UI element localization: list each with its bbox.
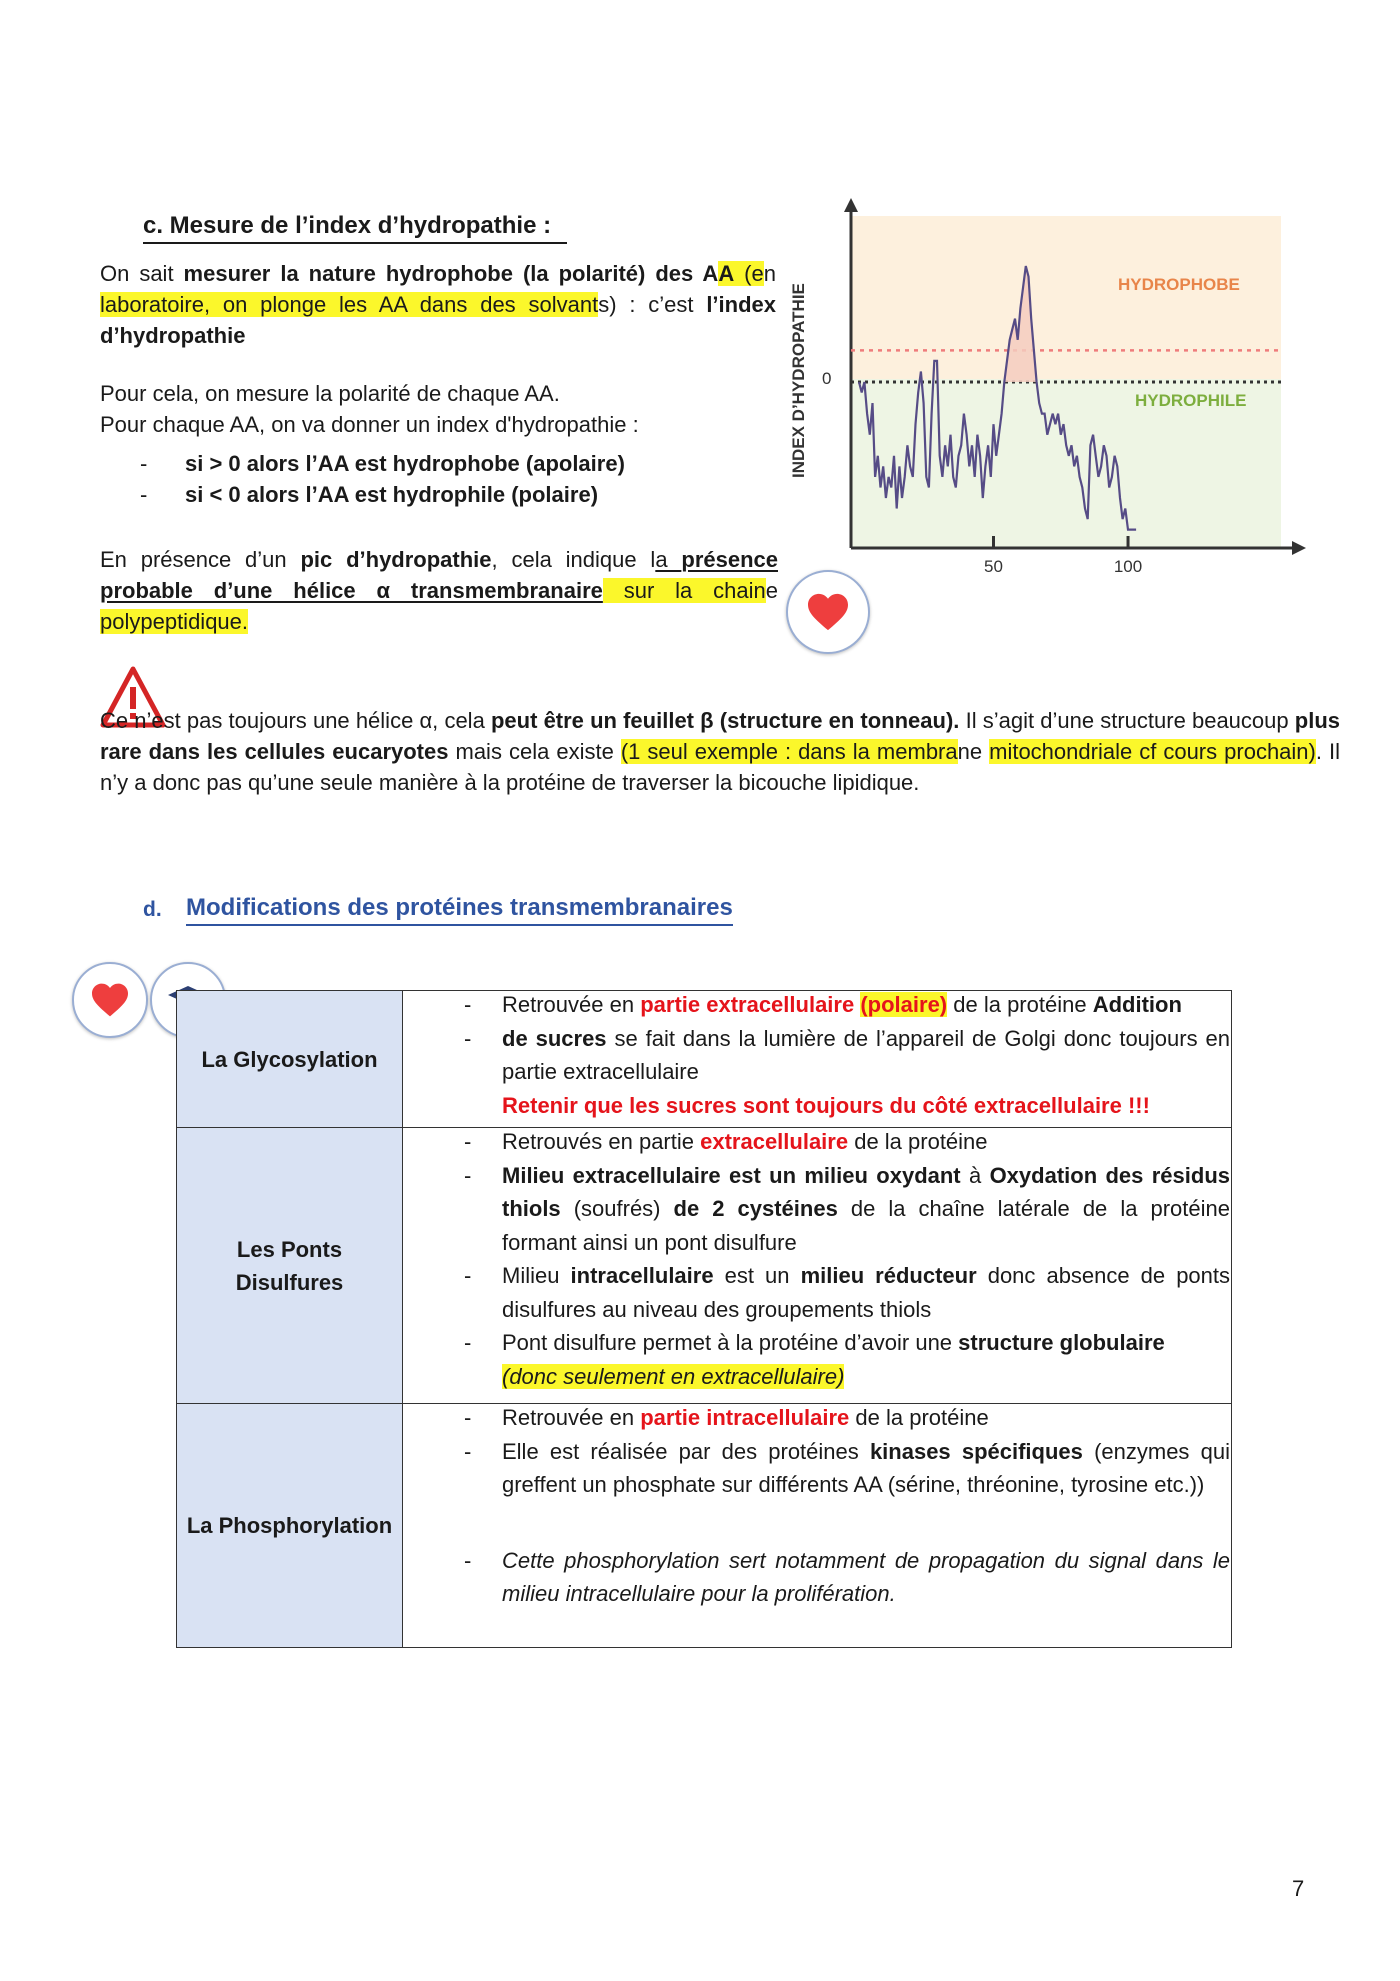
table-row [177, 1128, 1232, 1404]
hydropathy-chart [780, 198, 1310, 576]
x-axis-arrow [1292, 541, 1306, 555]
heart-badge[interactable] [786, 570, 870, 654]
y-axis-arrow [844, 198, 858, 212]
hydrophile-label: HYDROPHILE [1135, 391, 1247, 410]
glycosylation-content [403, 991, 1232, 1128]
phospho-line-1: - Retrouvée en partie intracellulaire de la protéine [502, 1401, 1230, 1435]
table-row [177, 1404, 1232, 1648]
disulfide-line-2: - Milieu extracellulaire est un milieu oxydant à Oxydation des résidus thiols (soufrés) de 2 cystéines de la chaîne latérale de la protéine formant ainsi un pont disulfure [502, 1159, 1230, 1260]
paragraph-beta-sheet: Ce n’est pas toujours une hélice α, cela peut être un feuillet β (structure en tonneau). Il s’agit d’une structure beaucoup plus rare dans les cellules eucaryotes mais cela existe (1 seul exemple : dans la membrane mitochondriale cf cours prochain). Il n’y a donc pas qu’une seule manière à la protéine de traverser la bicouche lipidique. [100, 708, 1341, 795]
phospho-line-2: - Elle est réalisée par des protéines kinases spécifiques (enzymes qui greffent un phosphate sur différents AA (sérine, thréonine, tyrosine etc.)) [502, 1435, 1230, 1502]
polarity-bullets [140, 448, 760, 510]
x-tick-50: 50 [984, 557, 1003, 576]
section-d-title: Modifications des protéines transmembranaires [186, 894, 733, 926]
glyco-retain: Retenir que les sucres sont toujours du côté extracellulaire !!! [502, 1092, 1150, 1118]
section-c-title: c. Mesure de l’index d’hydropathie : [143, 212, 567, 240]
bullet-hydrophobe: - si > 0 alors l’AA est hydrophobe (apolaire) [140, 448, 760, 479]
disulfide-line-4: - Pont disulfure permet à la protéine d’avoir une structure globulaire (donc seulement en extracellulaire) [502, 1326, 1230, 1393]
y-axis-label: INDEX D’HYDROPATHIE [789, 283, 808, 478]
heart-badge[interactable] [72, 962, 148, 1038]
table-row [177, 991, 1232, 1128]
hydrophobe-label: HYDROPHOBE [1118, 275, 1240, 294]
phosphorylation-content [403, 1404, 1232, 1648]
page-number: 7 [1292, 1876, 1305, 1901]
hydrophobe-zone [851, 216, 1281, 379]
glyco-line-1: - Retrouvée en partie extracellulaire (polaire) de la protéine Addition [502, 988, 1230, 1022]
paragraph-hydropathy-peak: En présence d’un pic d’hydropathie, cela indique la présence probable d’une hélice α transmembranaire sur la chaine polypeptidique. [100, 547, 778, 634]
disulfide-line-3: - Milieu intracellulaire est un milieu réducteur donc absence de ponts disulfures au niveau des groupements thiols [502, 1259, 1230, 1326]
phosphorylation-label: La Phosphorylation [177, 1404, 403, 1648]
x-tick-100: 100 [1113, 557, 1143, 576]
heart-icon [806, 592, 850, 632]
modifications-table [176, 990, 1232, 1644]
y-tick-0: 0 [822, 369, 832, 388]
heart-icon [90, 982, 130, 1018]
bullet-hydrophile: - si < 0 alors l’AA est hydrophile (polaire) [140, 479, 760, 510]
section-d-label: d. [143, 898, 162, 921]
glycosylation-label: La Glycosylation [177, 991, 403, 1128]
disulfide-label: Les Ponts Disulfures [177, 1128, 403, 1404]
paragraph-hydropathy-intro: On sait mesurer la nature hydrophobe (la polarité) des AA (en laboratoire, on plonge les AA dans des solvants) : c’est l’index d’hydropathie [100, 261, 776, 348]
disulfide-content [403, 1128, 1232, 1404]
disulfide-line-1: - Retrouvés en partie extracellulaire de la protéine [502, 1125, 1230, 1159]
glyco-line-2: - de sucres se fait dans la lumière de l’appareil de Golgi donc toujours en partie extracellulaire [502, 1022, 1230, 1089]
phospho-line-3: - Cette phosphorylation sert notamment de propagation du signal dans le milieu intracellulaire pour la prolifération. [502, 1544, 1230, 1611]
paragraph-polarity: Pour cela, on mesure la polarité de chaque AA. Pour chaque AA, on va donner un index d'hydropathie : [100, 381, 639, 437]
